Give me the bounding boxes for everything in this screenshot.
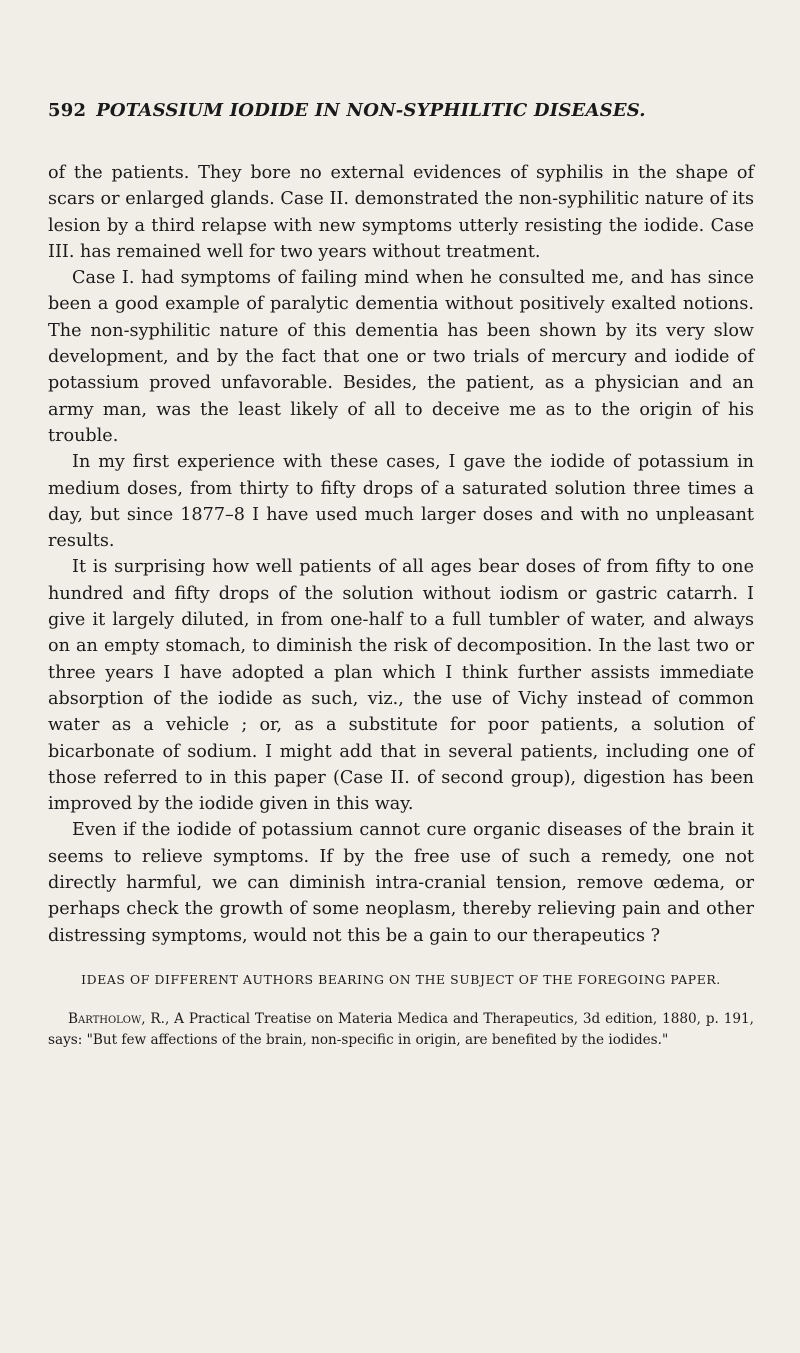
page-number: 592: [48, 100, 87, 121]
reference-text: A Practical Treatise on Materia Medica and Therapeutics, 3d edition, 1880, p. 191, says: "But few affections of the brain, non-specific in origin, are benefited by the iodides.": [48, 1010, 754, 1048]
paragraph: It is surprising how well patients of all ages bear doses of from fifty to one hundred and fifty drops of the solution without iodism or gastric catarrh. I give it largely diluted, in from one-half to a full tumbler of water, and always on an empty stomach, to diminish the risk of decomposition. In the last two or three years I have adopted a plan which I think further assists immediate absorption of the iodide as such, viz., the use of Vichy instead of common water as a vehicle ; or, as a substitute for poor patients, a solution of bicarbonate of sodium. I might add that in several patients, including one of those referred to in this paper (Case II. of second group), digestion has been improved by the iodide given in this way.: [48, 557, 754, 815]
running-title: POTASSIUM IODIDE IN NON-SYPHILITIC DISEASES.: [96, 100, 646, 121]
book-page: [48, 100, 754, 1065]
paragraph: of the patients. They bore no external evidences of syphilis in the shape of scars or enlarged glands. Case II. demonstrated the non-syphilitic nature of its lesion by a third relapse with new symptoms utterly resisting the iodide. Case III. has remained well for two years without treatment.: [48, 163, 754, 262]
reference-entry: [48, 1009, 754, 1051]
section-heading: IDEAS OF DIFFERENT AUTHORS BEARING ON THE SUBJECT OF THE FOREGOING PAPER.: [81, 971, 721, 987]
paragraph: Even if the iodide of potassium cannot cure organic diseases of the brain it seems to relieve symptoms. If by the free use of such a remedy, one not directly harmful, we can diminish intra-cranial tension, remove œdema, or perhaps check the growth of some neoplasm, thereby relieving pain and other distressing symptoms, would not this be a gain to our therapeutics ?: [48, 820, 754, 946]
running-head: [48, 100, 754, 128]
reference-author: Bartholow, R.,: [68, 1010, 170, 1027]
paragraph: In my first experience with these cases, I gave the iodide of potassium in medium doses, from thirty to fifty drops of a saturated solution three times a day, but since 1877–8 I have used much larger doses and with no unpleasant results.: [48, 452, 754, 552]
paragraph: Case I. had symptoms of failing mind when he consulted me, and has since been a good example of paralytic dementia without positively exalted notions. The non-syphilitic nature of this dementia has been shown by its very slow development, and by the fact that one or two trials of mercury and iodide of potassium proved unfavorable. Besides, the patient, as a physician and an army man, was the least likely of all to deceive me as to the origin of his trouble.: [48, 268, 754, 446]
body-text: [48, 160, 754, 949]
